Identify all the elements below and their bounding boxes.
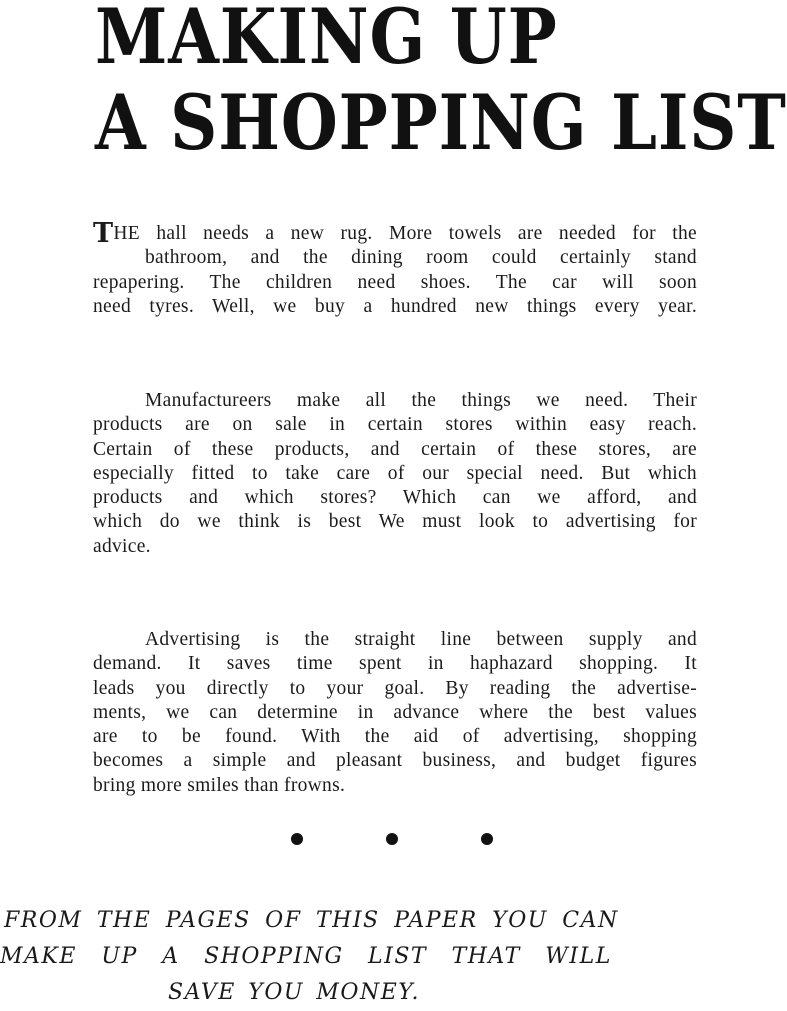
paragraph-3-line-5: are to be found. With the aid of advertising, shopping xyxy=(93,726,697,748)
paragraph-1-line-1 xyxy=(93,218,697,249)
paragraph-3-line-3: leads you directly to your goal. By reading the advertise- xyxy=(93,677,697,699)
paragraph-1-line-4: need tyres. Well, we buy a hundred new things every year. xyxy=(93,295,697,317)
headline-line-2: A SHOPPING LIST xyxy=(95,78,787,167)
paragraph-3-line-1: Advertising is the straight line between supply and xyxy=(145,629,697,650)
paragraph-3-line-2: demand. It saves time spent in haphazard shopping. It xyxy=(93,653,697,675)
paragraph-3-line-6: becomes a simple and pleasant business, and budget figures xyxy=(93,750,697,772)
bullet-icon xyxy=(481,833,493,845)
paragraph-2-line-5: products and which stores? Which can we afford, and xyxy=(93,487,697,509)
bullet-icon xyxy=(386,833,398,845)
paragraph-1-line-2: bathroom, and the dining room could certainly stand xyxy=(145,247,697,269)
paragraph-2-line-4: especially fitted to take care of our special need. But which xyxy=(93,462,697,484)
paragraph-1-line-3: repapering. The children need shoes. The car will soon xyxy=(93,271,697,293)
paragraph-2-line-3: Certain of these products, and certain of these stores, are xyxy=(93,438,697,460)
paragraph-2-line-6: which do we think is best We must look to advertising for xyxy=(93,511,697,533)
paragraph-3-line-7: bring more smiles than frowns. xyxy=(93,774,346,796)
slogan-line-3: SAVE YOU MONEY. xyxy=(168,980,420,1005)
paragraph-2-line-7: advice. xyxy=(93,535,151,557)
paragraph-1 xyxy=(93,218,697,319)
separator-bullets xyxy=(0,833,700,853)
paragraph-2-line-2: products are on sale in certain stores within easy reach. xyxy=(93,414,697,436)
paragraph-2-line-1: Manufactureers make all the things we need. Their xyxy=(145,390,697,411)
slogan xyxy=(0,903,700,1011)
drop-cap: T xyxy=(93,218,114,249)
paragraph-3 xyxy=(93,628,697,798)
slogan-line-1: FROM THE PAGES OF THIS PAPER YOU CAN xyxy=(4,908,619,933)
slogan-line-2: MAKE UP A SHOPPING LIST THAT WILL xyxy=(0,944,612,969)
headline-line-1: MAKING UP xyxy=(95,0,558,81)
bullet-icon xyxy=(291,833,303,845)
paragraph-3-line-4: ments, we can determine in advance where the best values xyxy=(93,701,697,723)
paragraph-1-line-1-text: HE hall needs a new rug. More towels are needed for the xyxy=(113,223,697,244)
paragraph-2 xyxy=(93,389,697,559)
headline xyxy=(95,0,787,166)
